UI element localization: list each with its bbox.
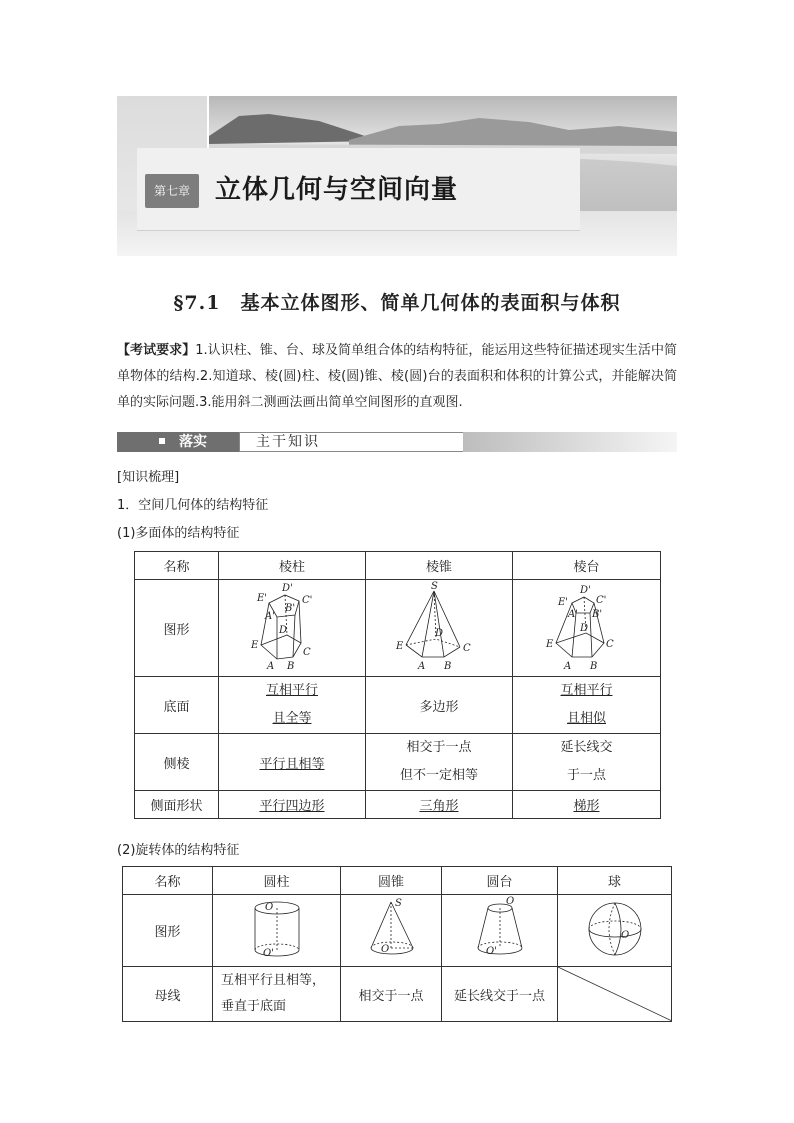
header-cell: 圆柱: [213, 867, 341, 895]
vertex-label: A': [567, 609, 578, 620]
pyramid-face-cell: [366, 791, 513, 819]
vertex-label: E': [557, 597, 568, 608]
table-header-row: [135, 552, 661, 580]
vertex-label: S: [431, 581, 438, 592]
vertex-label: A: [418, 661, 426, 671]
cell-line: 但不一定相等: [399, 768, 478, 783]
row-label: 底面: [135, 677, 219, 734]
header-cell: 圆台: [442, 867, 558, 895]
cell-line: 互相平行: [560, 683, 613, 698]
knowledge-item-1a: (1)多面体的结构特征: [117, 526, 240, 541]
row-label: 侧面形状: [135, 791, 219, 819]
cell-line: 互相平行且相等，: [221, 973, 326, 988]
requirements-label: 【考试要求】: [117, 343, 196, 358]
polyhedron-structure-table: [134, 551, 661, 819]
section-bar-dark-tab: [117, 432, 239, 452]
point-label: O: [264, 901, 273, 913]
cell-line: 且全等: [272, 711, 312, 726]
vertex-label: B': [591, 609, 602, 620]
header-cell: 棱台: [513, 552, 661, 580]
vertex-label: E: [545, 639, 553, 650]
exam-requirements: [117, 338, 677, 416]
pyramid-figure: [394, 581, 484, 671]
table-row-figure: [135, 580, 661, 677]
cylinder-figure-cell: [213, 895, 341, 967]
rotation-body-structure-table: [122, 866, 672, 1022]
vertex-label: D: [435, 628, 444, 639]
section-bar-dark-label: 落实: [179, 434, 207, 450]
point-label: O: [505, 895, 514, 907]
row-label: 母线: [123, 967, 213, 1022]
section-bar-light-label: 主干知识: [256, 434, 320, 450]
sphere-figure-cell: [558, 895, 672, 967]
header-cell: 圆锥: [341, 867, 442, 895]
sphere-figure: [575, 896, 655, 962]
knowledge-label: [知识梳理]: [117, 470, 180, 485]
header-cell: 棱柱: [219, 552, 366, 580]
cell-line: 垂直于底面: [221, 999, 287, 1014]
pyramid-edge-cell: [366, 734, 513, 791]
cell-line: 梯形: [573, 799, 600, 814]
vertex-label: D': [282, 583, 293, 594]
header-cell: 球: [558, 867, 672, 895]
section-bar: [117, 432, 677, 452]
vertex-label: E: [396, 641, 404, 652]
cell-line: 互相平行: [265, 683, 318, 698]
vertex-label: E': [257, 593, 268, 604]
prism-face-cell: [219, 791, 366, 819]
table-row-face: [135, 791, 661, 819]
cell-line: 延长线交: [560, 740, 613, 755]
pyramid-figure-cell: [366, 580, 513, 677]
chapter-tag: 第七章: [145, 174, 199, 208]
vertex-label: A': [265, 611, 275, 622]
cell-line: 平行且相等: [259, 756, 325, 772]
cylinder-generatrix-cell: [213, 967, 341, 1022]
cell-line: 于一点: [566, 768, 606, 783]
vertex-label: E: [251, 640, 259, 651]
table-row-figure: [123, 895, 672, 967]
section-bar-fade: [463, 432, 677, 452]
header-cell: 名称: [123, 867, 213, 895]
section-bar-light-tab: [239, 432, 465, 452]
vertex-label: C: [463, 643, 471, 654]
circular-frustum-figure: [460, 896, 540, 962]
point-label: O: [620, 929, 629, 941]
chapter-banner: [117, 96, 677, 256]
header-cell: 棱锥: [366, 552, 513, 580]
vertex-label: B: [444, 661, 452, 671]
vertex-label: D: [579, 623, 588, 634]
table-row-generatrix: [123, 967, 672, 1022]
frustum-face-cell: [513, 791, 661, 819]
frustum-figure: [542, 581, 632, 671]
pyramid-base-cell: 多边形: [366, 677, 513, 734]
knowledge-item-1: 1．空间几何体的结构特征: [117, 498, 269, 513]
cone-generatrix-cell: 相交于一点: [341, 967, 442, 1022]
point-label: O': [485, 945, 497, 957]
frustum-figure-cell: [442, 895, 558, 967]
sphere-generatrix-cell: [558, 967, 672, 1022]
vertex-label: C: [303, 647, 311, 658]
chapter-title: 立体几何与空间向量: [215, 175, 459, 205]
square-bullet-icon: [159, 438, 165, 444]
cell-line: 平行四边形: [259, 799, 325, 814]
vertex-label: B: [589, 661, 597, 671]
point-label: O': [262, 947, 274, 959]
cell-line: 且相似: [566, 711, 606, 726]
section-title: §7.1 基本立体图形、简单几何体的表面积与体积: [173, 292, 621, 314]
row-label: 图形: [135, 580, 219, 677]
row-label: 侧棱: [135, 734, 219, 791]
frustum-base-cell: [513, 677, 661, 734]
cylinder-figure: [237, 896, 317, 962]
point-label: S: [395, 897, 402, 909]
vertex-label: B': [285, 603, 296, 614]
cell-line: 相交于一点: [406, 740, 472, 755]
vertex-label: D: [279, 625, 288, 636]
frustum-generatrix-cell: 延长线交于一点: [442, 967, 558, 1022]
knowledge-item-2: (2)旋转体的结构特征: [117, 843, 240, 858]
table-row-base: [135, 677, 661, 734]
table-row-edge: [135, 734, 661, 791]
frustum-edge-cell: [513, 734, 661, 791]
prism-figure: [247, 581, 337, 671]
row-label: 图形: [123, 895, 213, 967]
prism-edge-cell: [219, 734, 366, 791]
point-label: O: [381, 943, 390, 955]
vertex-label: A: [267, 661, 275, 671]
cone-figure-cell: [341, 895, 442, 967]
cone-figure: [351, 896, 431, 962]
vertex-label: C: [605, 639, 614, 650]
table-header-row: [123, 867, 672, 895]
cell-line: 三角形: [419, 799, 459, 814]
vertex-label: C': [302, 595, 313, 606]
prism-figure-cell: [219, 580, 366, 677]
vertex-label: B: [287, 661, 295, 671]
vertex-label: D': [579, 585, 591, 596]
header-cell: 名称: [135, 552, 219, 580]
diagonal-slash: [558, 967, 672, 1021]
requirements-text: 1.认识柱、锥、台、球及简单组合体的结构特征，能运用这些特征描述现实生活中简单物体的结构.2.知道球、棱(圆)柱、棱(圆)锥、棱(圆)台的表面积和体积的计算公式，并能解决简单的实际问题.3.能用斜二测画法画出简单空间图形的直观图.: [117, 343, 677, 410]
frustum-figure-cell: [513, 580, 661, 677]
prism-base-cell: [219, 677, 366, 734]
vertex-label: C': [595, 595, 606, 606]
vertex-label: A: [563, 661, 571, 671]
